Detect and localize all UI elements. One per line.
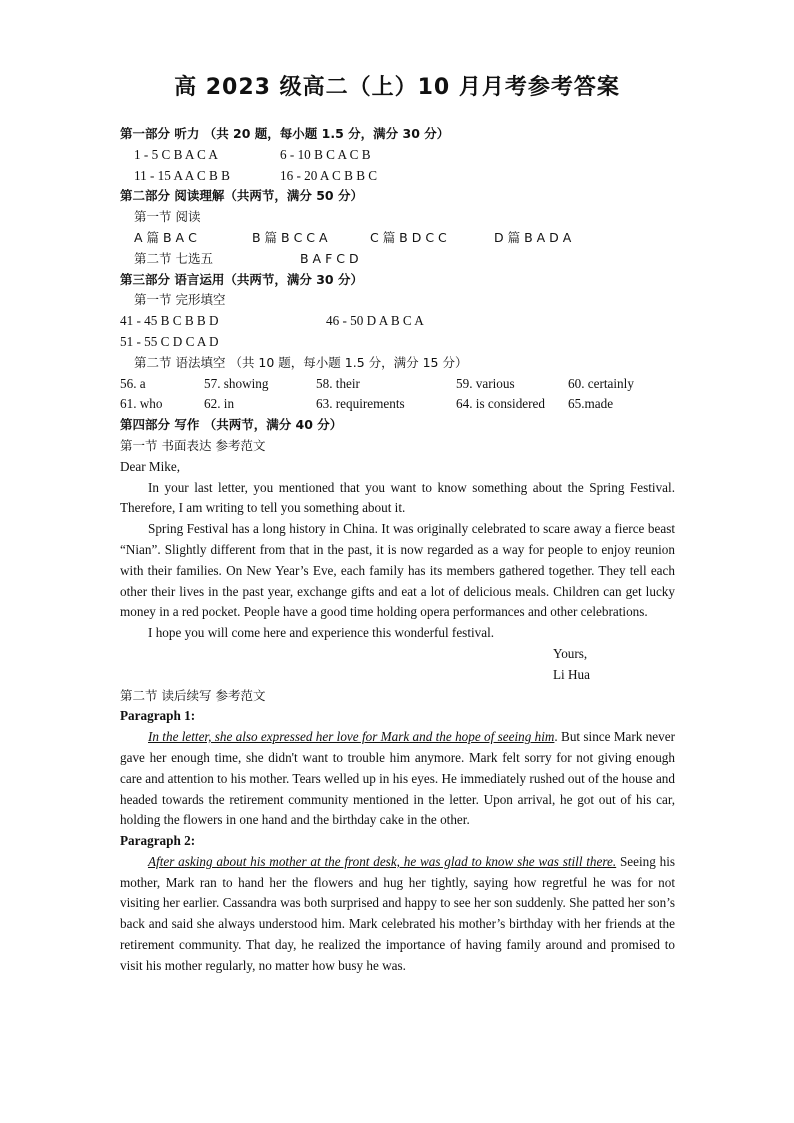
seven-choose-five-row (120, 249, 675, 270)
letter-paragraph: Spring Festival has a long history in China. It was originally celebrated to scare away a fierce beast “Nian”. Slightly different from that in the past, it is now regarded as a way for people to enjoy reunion with their families. On New Year’s Eve, each family has its members gathered together. They tell each other their lives in the past year, exchange gifts and eat a lot of delicious meals. Children can get lucky money in a red pocket. People have a good time holding opera performances and other celebrations. (120, 521, 675, 620)
cloze-section-label: 第一节 完形填空 (134, 292, 226, 308)
part2-heading: 第二部分 阅读理解（共两节，满分 50 分） (120, 188, 363, 204)
cloze-row (120, 332, 675, 353)
passage-c-answers: C 篇 B D C C (370, 229, 447, 245)
listening-row (120, 166, 675, 187)
grammar-answer: 62. in (204, 396, 235, 412)
grammar-answer: 61. who (120, 396, 163, 412)
reading-section-label: 第一节 阅读 (134, 209, 201, 225)
writing-section2-label: 第二节 读后续写 参考范文 (120, 687, 266, 703)
grammar-row (120, 394, 675, 415)
passage-b-answers: B 篇 B C C A (252, 229, 328, 245)
grammar-answer: 56. a (120, 375, 146, 391)
grammar-answer: 64. is considered (456, 396, 545, 412)
seven-choose-five-label: 第二节 七选五 (134, 250, 213, 266)
writing-section1-label: 第一节 书面表达 参考范文 (120, 437, 266, 453)
cloze-answers: 41 - 45 B C B B D (120, 313, 219, 329)
grammar-answer: 65.made (568, 396, 614, 412)
listening-answers: 16 - 20 A C B B C (280, 167, 378, 183)
letter-paragraph: In your last letter, you mentioned that you want to know something about the Spring Festival. Therefore, I am writing to tell you something about it. (120, 479, 675, 516)
part3-heading: 第三部分 语言运用（共两节，满分 30 分） (120, 271, 363, 287)
passage-d-answers: D 篇 B A D A (494, 229, 572, 245)
paragraph1-body: . But since Mark never gave her enough time, she didn't want to trouble him anymore. Mark felt sorry for not giving enough care and attention to his mother. Tears welled up in his eyes. He immediately rushed out of the house and headed towards the retirement community mentioned in the letter. Upon arrival, he got out of his car, holding the flowers in one hand and the birthday cake in the other. (120, 729, 675, 828)
letter-paragraph: I hope you will come here and experience this wonderful festival. (148, 625, 495, 641)
cloze-row (120, 311, 675, 332)
letter-greeting: Dear Mike, (120, 458, 181, 474)
page-title: 高 2023 级高二（上）10 月月考参考答案 (174, 75, 620, 100)
continuation-paragraph-1 (120, 727, 675, 831)
paragraph1-given-start: In the letter, she also expressed her love for Mark and the hope of seeing him (148, 729, 555, 745)
paragraph2-given-start: After asking about his mother at the front desk, he was glad to know she was still there. (148, 853, 617, 869)
continuation-paragraph-2 (120, 852, 675, 977)
paragraph2-body: Seeing his mother, Mark ran to hand her the flowers and hug her tightly, saying how regretful he was for not visiting her earlier. Cassandra was both surprised and happy to see her son suddenly. She patted her son’s back and said she always understood him. Mark celebrated his mother’s birthday with her friends at the retirement community. That day, he realized the importance of having family around and promised to visit his mother regularly, no matter how busy he was. (120, 853, 675, 973)
paragraph1-label: Paragraph 1: (120, 708, 196, 724)
grammar-answer: 57. showing (204, 375, 269, 391)
cloze-answers: 51 - 55 C D C A D (120, 333, 219, 349)
listening-answers: 11 - 15 A A C B B (134, 167, 230, 183)
paragraph2-label: Paragraph 2: (120, 833, 196, 849)
grammar-answer: 60. certainly (568, 375, 634, 391)
grammar-answer: 63. requirements (316, 396, 405, 412)
part4-heading: 第四部分 写作 （共两节，满分 40 分） (120, 417, 343, 433)
listening-answers: 6 - 10 B C A C B (280, 146, 371, 162)
cloze-answers: 46 - 50 D A B C A (326, 313, 424, 329)
answer-key (120, 124, 675, 977)
grammar-row (120, 374, 675, 395)
grammar-section-label: 第二节 语法填空 （共 10 题，每小题 1.5 分，满分 15 分） (134, 354, 468, 370)
passage-a-answers: A 篇 B A C (134, 229, 197, 245)
letter-signature: Li Hua (553, 666, 590, 682)
listening-row (120, 145, 675, 166)
reading-row (120, 228, 675, 249)
grammar-answer: 58. their (316, 375, 360, 391)
letter-closing: Yours, (553, 645, 588, 661)
part1-heading: 第一部分 听力 （共 20 题，每小题 1.5 分，满分 30 分） (120, 126, 450, 141)
seven-choose-five-answers: B A F C D (300, 250, 359, 266)
grammar-answer: 59. various (456, 375, 515, 391)
listening-answers: 1 - 5 C B A C A (134, 146, 218, 162)
